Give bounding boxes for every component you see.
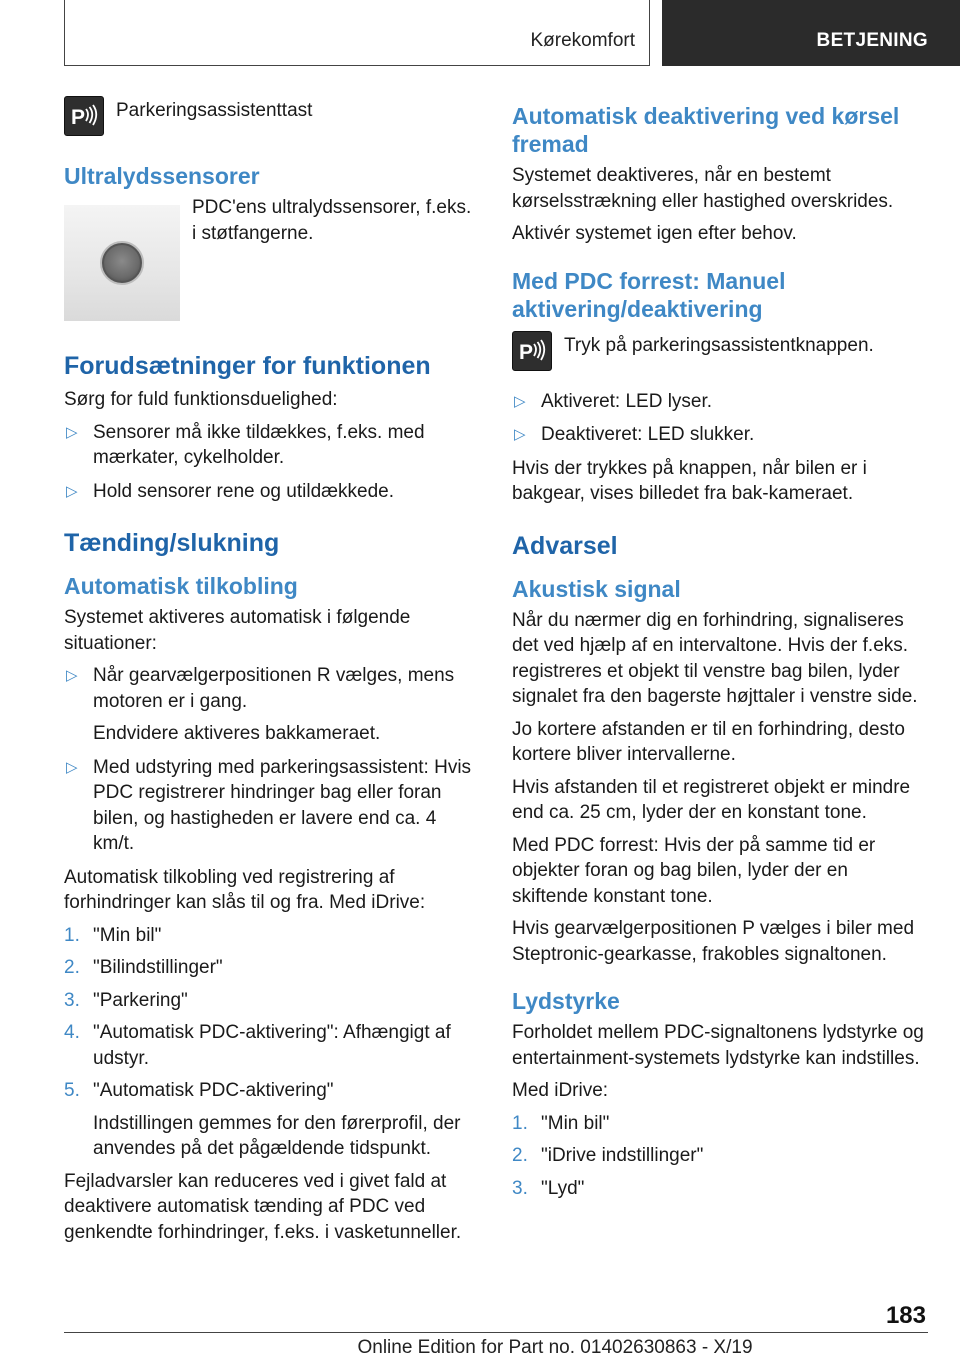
left-column: [64, 96, 480, 1252]
svg-text:P: P: [71, 106, 86, 129]
right-column: [512, 96, 928, 1208]
footer-divider: [64, 1332, 928, 1333]
list-item: ▷ Når gearvælgerpositionen R vælges, mens motoren er i gang. Endvidere aktiveres bakkameraet.: [66, 665, 455, 744]
false-warning-note: Fejladvarsler kan reduceres ved i givet fald at deaktivere automatisk tænding af PDC ved genkendte forhindringer, f.eks. i vasketunneller.: [64, 1170, 462, 1243]
list-item: 5. "Automatisk PDC-aktivering" Indstillingen gemmes for den førerprofil, der anvendes på det pågældende tidspunkt.: [64, 1080, 461, 1159]
list-item: 3. "Lyd": [512, 1177, 585, 1199]
heading-warning: Advarsel: [512, 531, 618, 560]
list-item: 3. "Parkering": [64, 989, 188, 1011]
list-item: 1. "Min bil": [64, 924, 162, 946]
list-item: ▷ Sensorer må ikke tildækkes, f.eks. med mærkater, cykelholder.: [66, 421, 425, 468]
list-item: ▷ Hold sensorer rene og utildækkede.: [64, 479, 480, 505]
list-item: 1. "Min bil": [512, 1112, 610, 1134]
header-section-box: [64, 0, 650, 66]
list-item: 2. "Bilindstillinger": [64, 957, 223, 978]
volume-p1: Forholdet mellem PDC-signaltonens lydstyrke og entertainment-systemets lydstyrke kan indstilles.: [512, 1022, 924, 1069]
triangle-bullet-icon: ▷: [66, 758, 78, 776]
acoustic-p3: Hvis afstanden til et registreret objekt er mindre end ca. 25 cm, lyder der en konstant tone.: [512, 776, 911, 823]
led-status-list: [512, 389, 928, 448]
idrive-steps-left: [64, 923, 480, 1162]
acoustic-p4: Med PDC forrest: Hvis der på samme tid er objekter foran og bag bilen, lyder der en skiftende konstant tone.: [512, 834, 876, 907]
parking-button-caption: Parkeringsassistenttast: [116, 100, 313, 121]
page-number: 183: [885, 1302, 926, 1329]
triangle-bullet-icon: ▷: [514, 392, 526, 410]
ultrasonic-sensor-image: [64, 205, 180, 321]
auto-activation-intro: Systemet aktiveres automatisk i følgende situationer:: [64, 607, 411, 654]
header-section-title: Kørekomfort: [530, 30, 635, 51]
acoustic-p5: Hvis gearvælgerpositionen P vælges i biler med Steptronic-gearkasse, frakobles signaltonen.: [512, 918, 915, 965]
manual-button-caption: Tryk på parkeringsassistentknappen.: [564, 334, 874, 356]
volume-p2: Med iDrive:: [512, 1080, 609, 1101]
deactivation-p2: Aktivér systemet igen efter behov.: [512, 223, 797, 244]
header-chapter-title: BETJENING: [816, 30, 928, 51]
requirements-intro: Sørg for fuld funktionsduelighed:: [64, 389, 338, 410]
header-chapter-box: [662, 0, 960, 66]
heading-acoustic-signal: Akustisk signal: [512, 575, 681, 602]
auto-activation-list: [64, 663, 480, 857]
triangle-bullet-icon: ▷: [66, 423, 78, 441]
idrive-steps-right: [512, 1111, 928, 1202]
triangle-bullet-icon: ▷: [66, 667, 78, 684]
heading-auto-deactivation: Automatisk deaktivering ved kørsel fremad: [512, 103, 900, 157]
list-item: 2. "iDrive indstillinger": [512, 1145, 704, 1166]
requirements-list: [64, 420, 480, 505]
footer-edition: Online Edition for Part no. 01402630863 - X/19: [357, 1337, 753, 1358]
acoustic-p1: Når du nærmer dig en forhindring, signaliseres det ved hjælp af en intervaltone. Hvis der f.eks. registreres et objekt til venstre bag bilen, lyder signalet fra den bagerste højttaler i venstre side.: [512, 609, 918, 707]
list-item: ▷ Aktiveret: LED lyser.: [512, 389, 928, 415]
heading-auto-activation: Automatisk tilkobling: [64, 573, 298, 599]
ultrasound-text: PDC'ens ultralydssensorer, f.eks. i støtfangerne.: [192, 197, 472, 244]
parking-assist-button-icon: [64, 96, 104, 136]
list-item: ▷ Deaktiveret: LED slukker.: [512, 422, 928, 448]
acoustic-p2: Jo kortere afstanden er til en forhindring, desto kortere bliver intervallerne.: [512, 718, 905, 765]
sensor-disc-icon: [100, 241, 144, 285]
heading-manual-activation: Med PDC forrest: Manuel aktivering/deaktivering: [512, 267, 786, 322]
parking-button-caption-row: [64, 96, 480, 136]
deactivation-p1: Systemet deaktiveres, når en bestemt kørselsstrækning eller hastighed overskrides.: [512, 165, 894, 212]
sensor-row: [64, 195, 480, 321]
list-item: 4. "Automatisk PDC-aktivering": Afhængigt af udstyr.: [64, 1022, 451, 1069]
auto-activation-after: Automatisk tilkobling ved registrering af forhindringer kan slås til og fra. Med iDrive:: [64, 866, 426, 913]
triangle-bullet-icon: ▷: [66, 482, 78, 500]
reverse-gear-note: Hvis der trykkes på knappen, når bilen er i bakgear, vises billedet fra bak-kameraet.: [512, 457, 867, 504]
manual-button-row: [512, 331, 928, 371]
triangle-bullet-icon: ▷: [514, 426, 526, 443]
heading-requirements: Forudsætninger for funktionen: [64, 352, 431, 380]
heading-ultrasound: Ultralydssensorer: [64, 163, 260, 189]
heading-switching: Tænding/slukning: [64, 529, 280, 557]
heading-volume: Lydstyrke: [512, 988, 620, 1014]
parking-assist-button-icon: [512, 331, 552, 371]
list-item: ▷ Med udstyring med parkeringsassistent: Hvis PDC registrerer hindringer bag eller foran bilen, og hastigheden er lavere end ca. 4 km/t.: [66, 756, 472, 854]
svg-text:P: P: [519, 340, 534, 364]
